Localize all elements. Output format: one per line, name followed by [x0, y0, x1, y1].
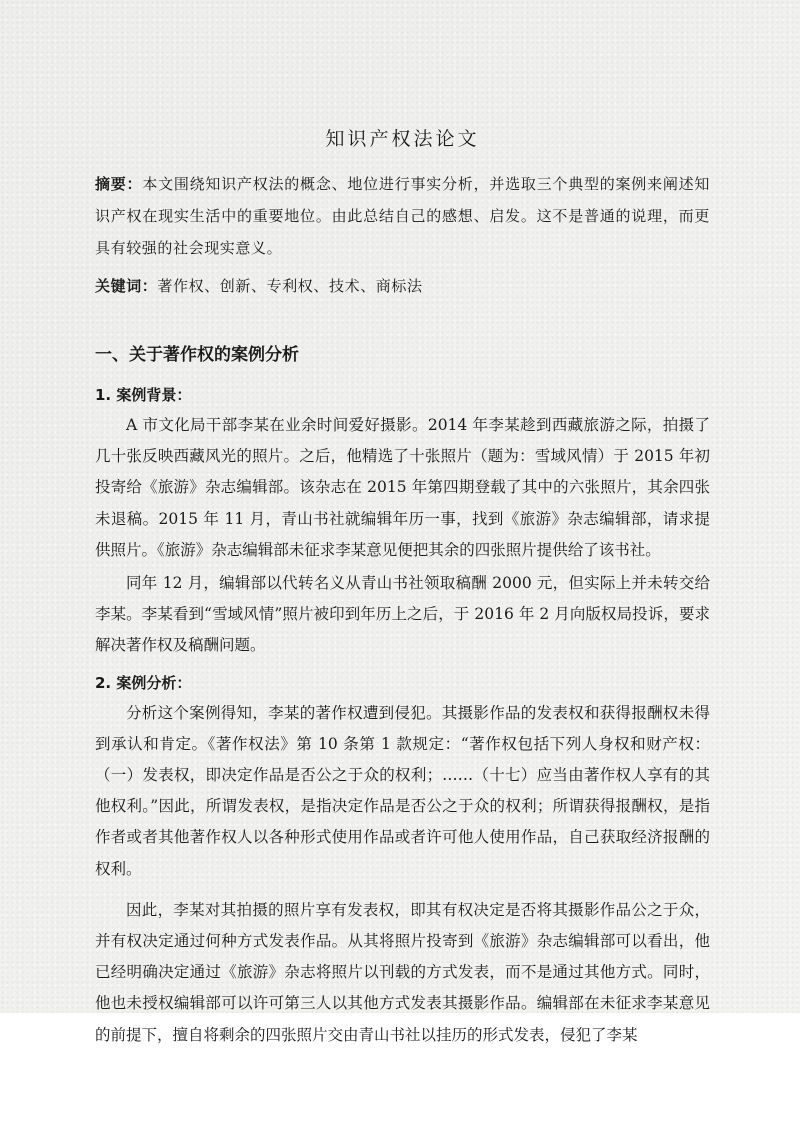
subsection-heading-background: 1. 案例背景：: [95, 386, 192, 404]
keywords-label: 关键词：: [95, 277, 158, 295]
paragraph: A 市文化局干部李某在业余时间爱好摄影。2014 年李某趁到西藏旅游之际，拍摄了几十张反映西藏风光的照片。之后，他精选了十张照片（题为：雪域风情）于 2015 年初投寄给《旅游》杂志编辑部。该杂志在 2015 年第四期登载了其中的六张照片，其余四张未退稿。2015 年 11 月，青山书社就编辑年历一事，找到《旅游》杂志编辑部，请求提供照片。《旅游》杂志编辑部未征求李某意见便把其余的四张照片提供给了该书社。: [95, 416, 710, 559]
abstract-text: 本文围绕知识产权法的概念、地位进行事实分析，并选取三个典型的案例来阐述知识产权在现实生活中的重要地位。由此总结自己的感想、启发。这不是普通的说理，而更具有较强的社会现实意义。: [95, 175, 710, 257]
keywords-text: 著作权、创新、专利权、技术、商标法: [157, 277, 423, 295]
abstract: [95, 168, 710, 264]
subsection-heading-analysis: 2. 案例分析：: [95, 673, 192, 692]
paragraph: 同年 12 月，编辑部以代转名义从青山书社领取稿酬 2000 元，但实际上并未转交给李某。李某看到“雪域风情”照片被印到年历上之后，于 2016 年 2 月向版权局投诉，要求解决著作权及稿酬问题。: [95, 574, 710, 655]
keywords: [95, 270, 710, 302]
section-heading: 一、关于著作权的案例分析: [95, 345, 299, 365]
paragraph: 分析这个案例得知，李某的著作权遭到侵犯。其摄影作品的发表权和获得报酬权未得到承认和肯定。《著作权法》第 10 条第 1 款规定：“著作权包括下列人身权和财产权：（一）发表权，即决定作品是否公之于众的权利；……（十七）应当由著作权人享有的其他权利。”因此，所谓发表权，是指决定作品是否公之于众的权利；所谓获得报酬权，是指作者或者其他著作权人以各种形式使用作品或者许可他人使用作品，自己获取经济报酬的权利。: [95, 703, 710, 878]
paragraph: 因此，李某对其拍摄的照片享有发表权，即其有权决定是否将其摄影作品公之于众，并有权决定通过何种方式发表作品。从其将照片投寄到《旅游》杂志编辑部可以看出，他已经明确决定通过《旅游》杂志将照片以刊载的方式发表，而不是通过其他方式。同时，他也未授权编辑部可以许可第三人以其他方式发表其摄影作品。编辑部在未征求李某意见的前提下，擅自将剩余的四张照片交由青山书社以挂历的形式发表，侵犯了李某: [95, 900, 710, 1044]
document-title: 知识产权法论文: [325, 128, 480, 150]
abstract-label: 摘要：: [95, 175, 143, 193]
document-body: [95, 126, 710, 1051]
